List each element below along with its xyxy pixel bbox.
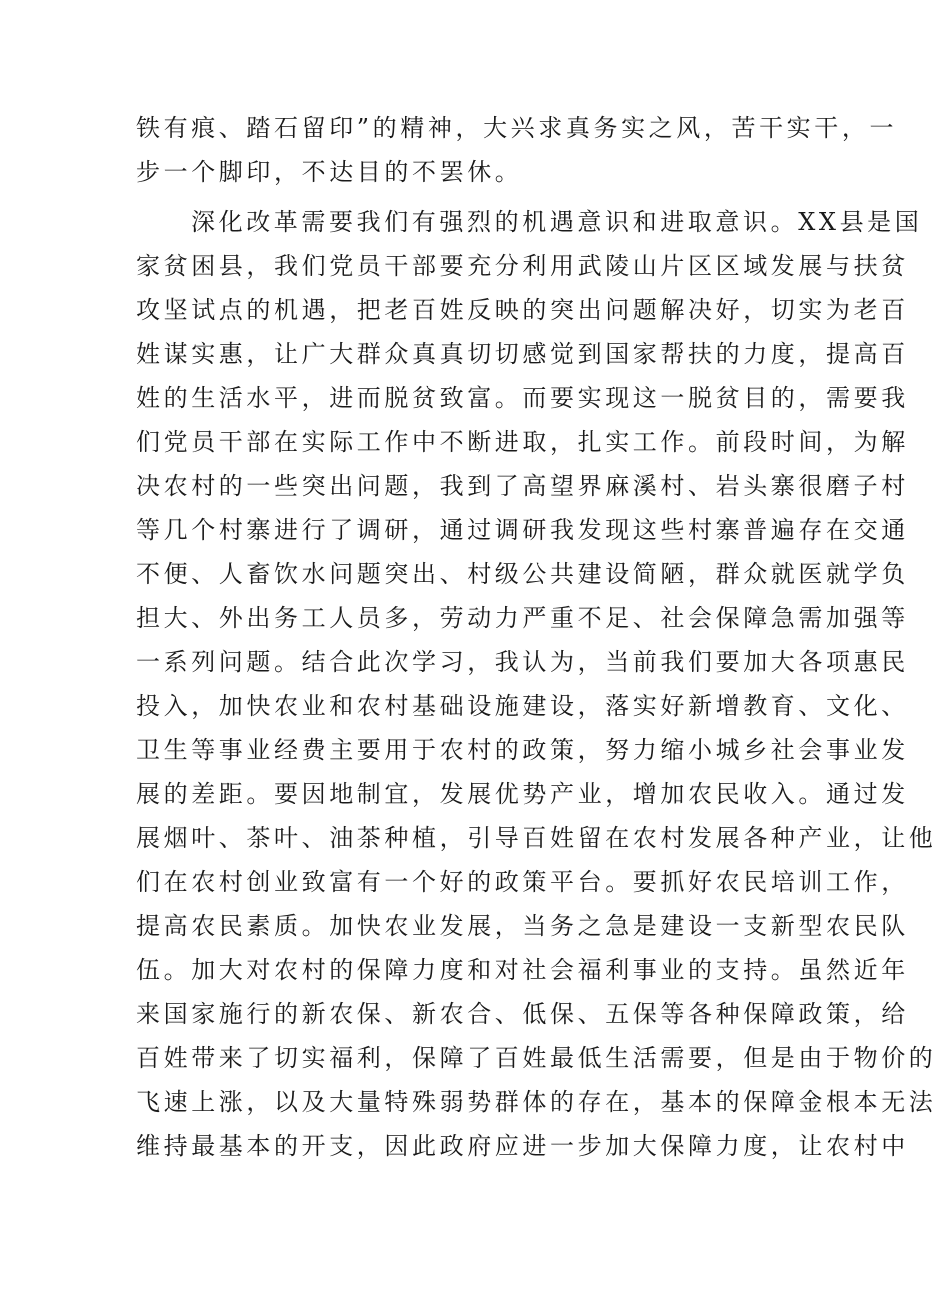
text-line: 百姓带来了切实福利，保障了百姓最低生活需要，但是由于物价的: [136, 1044, 936, 1072]
text-line: 投入，加快农业和农村基础设施建设，落实好新增教育、文化、: [136, 692, 909, 720]
paragraph-2: [136, 200, 936, 1168]
text-line: 步一个脚印，不达目的不罢休。: [136, 158, 523, 186]
text-line: 卫生等事业经费主要用于农村的政策，努力缩小城乡社会事业发: [136, 736, 909, 764]
text-line: 维持最基本的开支，因此政府应进一步加大保障力度，让农村中: [136, 1132, 909, 1160]
text-line: 姓的生活水平，进而脱贫致富。而要实现这一脱贫目的，需要我: [136, 384, 909, 412]
paragraph-1: [136, 106, 898, 194]
text-line: 家贫困县，我们党员干部要充分利用武陵山片区区域发展与扶贫: [136, 252, 909, 280]
text-line: 来国家施行的新农保、新农合、低保、五保等各种保障政策，给: [136, 1000, 909, 1028]
text-line: 展烟叶、茶叶、油茶种植，引导百姓留在农村发展各种产业，让他: [136, 824, 936, 852]
text-line: 一系列问题。结合此次学习，我认为，当前我们要加大各项惠民: [136, 648, 909, 676]
text-line: 攻坚试点的机遇，把老百姓反映的突出问题解决好，切实为老百: [136, 296, 909, 324]
text-line: 提高农民素质。加快农业发展，当务之急是建设一支新型农民队: [136, 912, 909, 940]
text-line: 铁有痕、踏石留印”的精神，大兴求真务实之风，苦干实干，一: [136, 114, 898, 142]
text-line: 深化改革需要我们有强烈的机遇意识和进取意识。XX县是国: [191, 208, 923, 236]
text-line: 展的差距。要因地制宜，发展优势产业，增加农民收入。通过发: [136, 780, 909, 808]
text-line: 伍。加大对农村的保障力度和对社会福利事业的支持。虽然近年: [136, 956, 909, 984]
text-line: 姓谋实惠，让广大群众真真切切感觉到国家帮扶的力度，提高百: [136, 340, 909, 368]
text-line: 担大、外出务工人员多，劳动力严重不足、社会保障急需加强等: [136, 604, 909, 632]
text-line: 飞速上涨，以及大量特殊弱势群体的存在，基本的保障金根本无法: [136, 1088, 936, 1116]
text-line: 决农村的一些突出问题，我到了高望界麻溪村、岩头寨很磨子村: [136, 472, 909, 500]
text-line: 等几个村寨进行了调研，通过调研我发现这些村寨普遍存在交通: [136, 516, 909, 544]
text-line: 们党员干部在实际工作中不断进取，扎实工作。前段时间，为解: [136, 428, 909, 456]
text-line: 不便、人畜饮水问题突出、村级公共建设简陋，群众就医就学负: [136, 560, 909, 588]
text-line: 们在农村创业致富有一个好的政策平台。要抓好农民培训工作，: [136, 868, 909, 896]
